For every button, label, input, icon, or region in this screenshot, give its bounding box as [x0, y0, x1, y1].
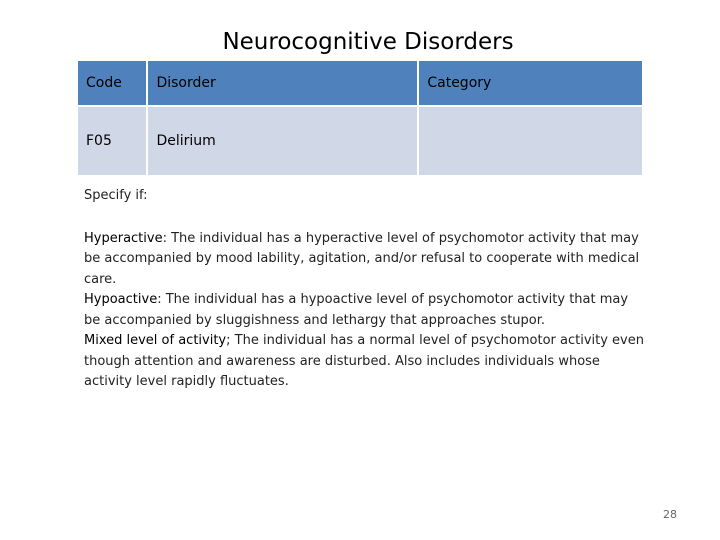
specifier-description: The individual has a hypoactive level of psychomotor activity that may be accompanied by sluggishness and lethargy that approaches stupor.	[84, 292, 629, 328]
cell-category	[418, 106, 643, 176]
specifier-term: Mixed level of activity	[84, 333, 227, 348]
specifier-mixed	[84, 331, 644, 393]
specifier-hypoactive	[84, 290, 644, 331]
specify-label: Specify if:	[84, 188, 148, 203]
specifier-description: The individual has a hyperactive level of psychomotor activity that may be accompanied by mood lability, agitation, and/or refusal to cooperate with medical care.	[84, 230, 640, 287]
specifier-term: Hyperactive	[84, 230, 163, 246]
table-header-row	[77, 60, 643, 106]
header-disorder: Disorder	[147, 60, 418, 106]
header-code: Code	[77, 60, 147, 106]
slide-title: Neurocognitive Disorders	[222, 29, 514, 55]
header-category: Category	[418, 60, 643, 106]
table-row	[77, 106, 643, 176]
disorder-table	[76, 59, 644, 177]
cell-code: F05	[77, 106, 147, 176]
specifier-separator: :	[157, 292, 162, 307]
specifier-separator: :	[162, 230, 167, 246]
specifier-separator: ;	[226, 333, 231, 348]
cell-disorder: Delirium	[147, 106, 418, 176]
specifier-term: Hypoactive	[84, 292, 158, 307]
page-number: 28	[663, 508, 677, 521]
specifier-hyperactive	[84, 229, 644, 291]
specifier-text	[84, 186, 644, 393]
specifier-description: The individual has a normal level of psychomotor activity even though attention and awareness are disturbed. Also includes individuals whose activity level rapidly fluctuates.	[84, 333, 644, 389]
